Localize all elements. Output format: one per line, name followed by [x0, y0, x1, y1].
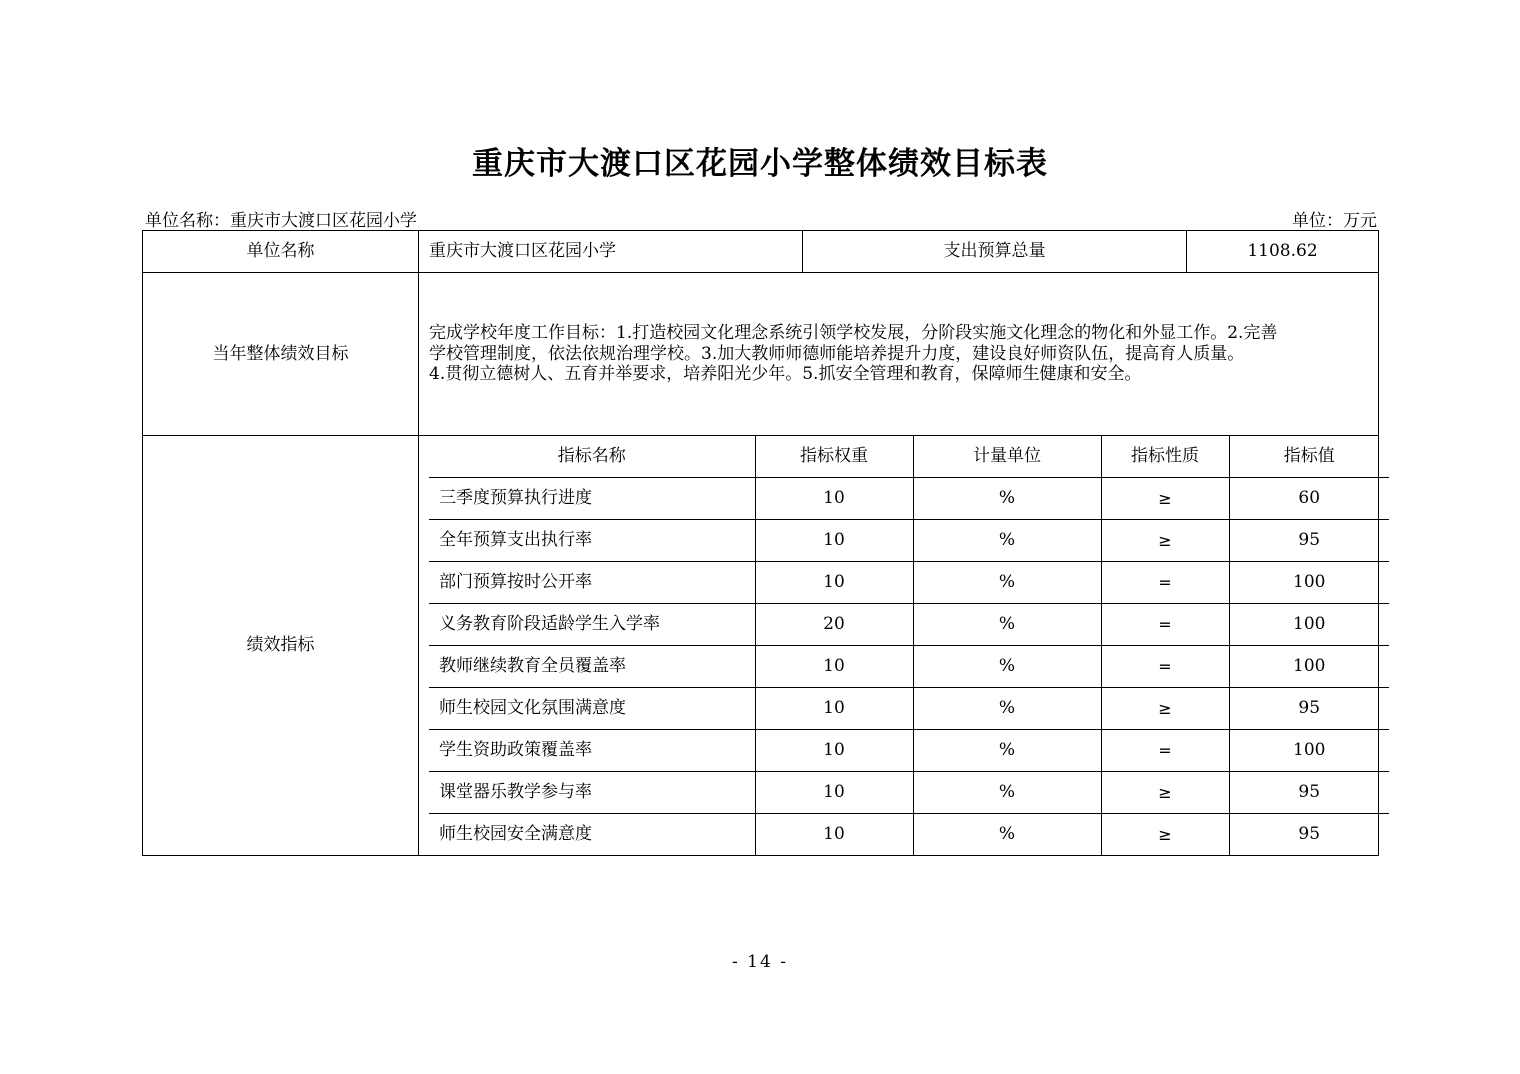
- indicator-name-cell: 师生校园安全满意度: [429, 814, 755, 856]
- indicator-value-cell: 95: [1229, 688, 1389, 730]
- indicator-unit-cell: %: [913, 688, 1101, 730]
- indicator-unit-cell: %: [913, 478, 1101, 520]
- document-title: 重庆市大渡口区花园小学整体绩效目标表: [472, 146, 1048, 182]
- indicator-value-cell: 95: [1229, 520, 1389, 562]
- budget-total-label-cell: 支出预算总量: [803, 231, 1187, 273]
- indicator-operator-cell: =: [1101, 604, 1229, 646]
- header-row: [143, 231, 1379, 273]
- indicator-unit-cell: %: [913, 814, 1101, 856]
- table-row: [429, 562, 1389, 604]
- indicator-value-cell: 100: [1229, 646, 1389, 688]
- indicator-value-cell: 100: [1229, 562, 1389, 604]
- goal-text-cell: [419, 273, 1379, 436]
- column-header: 计量单位: [913, 436, 1101, 478]
- indicator-operator-cell: =: [1101, 730, 1229, 772]
- table-row: [429, 646, 1389, 688]
- goal-line: 完成学校年度工作目标：1.打造校园文化理念系统引领学校发展，分阶段实施文化理念的物化和外显工作。2.完善: [429, 323, 1278, 344]
- table-row: [429, 520, 1389, 562]
- indicator-unit-cell: %: [913, 772, 1101, 814]
- unit-name-label-cell: 单位名称: [143, 231, 419, 273]
- indicator-value-cell: 100: [1229, 604, 1389, 646]
- indicator-value-cell: 60: [1229, 478, 1389, 520]
- table-row: [429, 604, 1389, 646]
- indicator-name-cell: 师生校园文化氛围满意度: [429, 688, 755, 730]
- indicator-unit-cell: %: [913, 730, 1101, 772]
- indicator-weight-cell: 10: [755, 772, 913, 814]
- indicator-weight-cell: 10: [755, 478, 913, 520]
- indicator-weight-cell: 10: [755, 688, 913, 730]
- indicators-row: [143, 436, 1379, 856]
- performance-table: [142, 230, 1379, 856]
- unit-name-caption: 单位名称：重庆市大渡口区花园小学: [145, 211, 417, 231]
- goal-row: [143, 273, 1379, 436]
- unit-name-value-cell: 重庆市大渡口区花园小学: [419, 231, 803, 273]
- indicators-container-cell: [419, 436, 1379, 856]
- page-number: - 14 -: [732, 952, 788, 972]
- indicator-unit-cell: %: [913, 520, 1101, 562]
- indicator-unit-cell: %: [913, 562, 1101, 604]
- indicator-weight-cell: 10: [755, 562, 913, 604]
- column-header: 指标性质: [1101, 436, 1229, 478]
- indicator-operator-cell: ≥: [1101, 688, 1229, 730]
- indicator-unit-cell: %: [913, 604, 1101, 646]
- indicator-value-cell: 100: [1229, 730, 1389, 772]
- indicator-weight-cell: 10: [755, 520, 913, 562]
- indicator-name-cell: 课堂器乐教学参与率: [429, 772, 755, 814]
- goal-line: 4.贯彻立德树人、五育并举要求，培养阳光少年。5.抓安全管理和教育，保障师生健康和安全。: [429, 364, 1142, 385]
- indicator-weight-cell: 10: [755, 646, 913, 688]
- indicator-name-cell: 部门预算按时公开率: [429, 562, 755, 604]
- indicator-weight-cell: 20: [755, 604, 913, 646]
- table-row: [429, 730, 1389, 772]
- indicator-name-cell: 学生资助政策覆盖率: [429, 730, 755, 772]
- indicator-operator-cell: =: [1101, 646, 1229, 688]
- table-row: [429, 688, 1389, 730]
- budget-total-value-cell: 1108.62: [1187, 231, 1379, 273]
- table-row: [429, 478, 1389, 520]
- indicator-name-cell: 全年预算支出执行率: [429, 520, 755, 562]
- indicator-weight-cell: 10: [755, 730, 913, 772]
- indicators-header-row: [429, 436, 1389, 478]
- indicator-name-cell: 义务教育阶段适龄学生入学率: [429, 604, 755, 646]
- indicators-section-label-cell: 绩效指标: [143, 436, 419, 856]
- indicators-table: [429, 436, 1389, 855]
- indicator-weight-cell: 10: [755, 814, 913, 856]
- column-header: 指标值: [1229, 436, 1389, 478]
- indicator-unit-cell: %: [913, 646, 1101, 688]
- indicator-name-cell: 三季度预算执行进度: [429, 478, 755, 520]
- indicator-name-cell: 教师继续教育全员覆盖率: [429, 646, 755, 688]
- indicator-operator-cell: =: [1101, 562, 1229, 604]
- indicator-value-cell: 95: [1229, 814, 1389, 856]
- column-header: 指标名称: [429, 436, 755, 478]
- currency-unit-caption: 单位：万元: [1292, 211, 1377, 231]
- indicator-operator-cell: ≥: [1101, 814, 1229, 856]
- indicator-operator-cell: ≥: [1101, 520, 1229, 562]
- column-header: 指标权重: [755, 436, 913, 478]
- goal-line: 学校管理制度，依法依规治理学校。3.加大教师师德师能培养提升力度，建设良好师资队伍，提高育人质量。: [429, 343, 1245, 364]
- goal-label-cell: 当年整体绩效目标: [143, 273, 419, 436]
- table-row: [429, 814, 1389, 856]
- indicator-value-cell: 95: [1229, 772, 1389, 814]
- table-row: [429, 772, 1389, 814]
- indicator-operator-cell: ≥: [1101, 478, 1229, 520]
- indicator-operator-cell: ≥: [1101, 772, 1229, 814]
